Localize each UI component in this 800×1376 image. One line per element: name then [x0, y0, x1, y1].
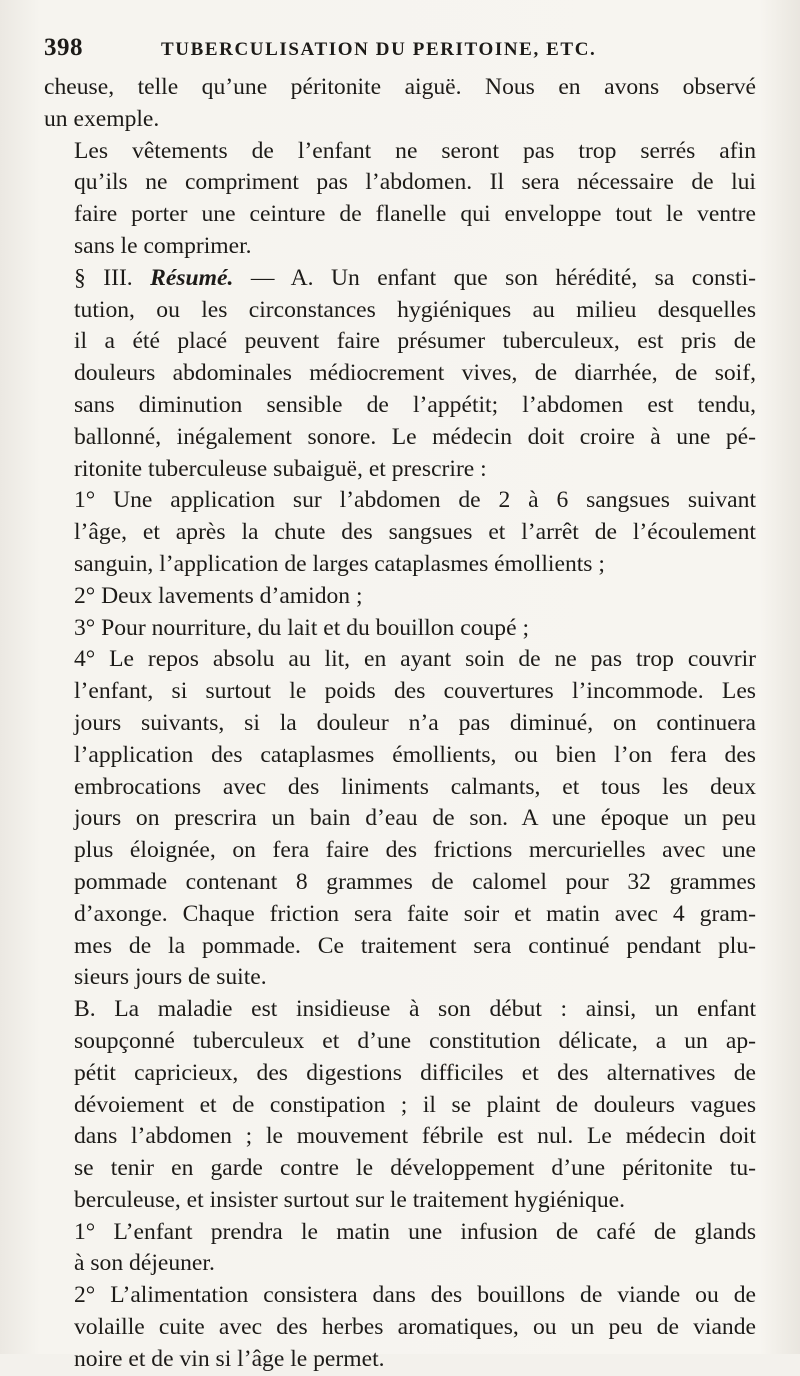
paragraph — [44, 136, 756, 263]
text-line: 1° L’enfant prendra le matin une infusion de café de glands — [74, 1218, 756, 1245]
text-line: 2° Deux lavements d’amidon ; — [74, 582, 363, 609]
text-line: mes de la pommade. Ce traitement sera continué pendant plu- — [74, 932, 756, 959]
text-line: plus éloignée, on fera faire des frictions mercurielles avec une — [74, 837, 756, 864]
text-line: ritonite tuberculeuse subaiguë, et prescrire : — [74, 455, 487, 482]
paragraph — [44, 1280, 756, 1375]
text-line: embrocations avec des liniments calmants, et tous les deux — [74, 773, 756, 800]
text-line: noire et de vin si l’âge le permet. — [74, 1345, 385, 1372]
paragraph — [44, 613, 756, 645]
text-line: dévoiement et de constipation ; il se plaint de douleurs vagues — [74, 1091, 756, 1118]
text-line: à son déjeuner. — [74, 1250, 215, 1277]
text-line: ballonné, inégalement sonore. Le médecin doit croire à une pé- — [74, 423, 756, 450]
text-line: d’axonge. Chaque friction sera faite soir et matin avec 4 gram- — [74, 900, 756, 927]
page-body — [44, 72, 756, 1376]
text-line: pommade contenant 8 grammes de calomel pour 32 grammes — [74, 868, 756, 895]
text-line: B. La maladie est insidieuse à son début : ainsi, un enfant — [74, 996, 756, 1023]
text-line: se tenir en garde contre le développement d’une péritonite tu- — [74, 1155, 756, 1182]
paragraph — [44, 581, 756, 613]
text-line: volaille cuite avec des herbes aromatiques, ou un peu de viande — [74, 1314, 756, 1341]
paragraph — [44, 72, 756, 136]
paragraph — [44, 1217, 756, 1281]
text-line: sans le comprimer. — [74, 232, 252, 259]
text-line: qu’ils ne compriment pas l’abdomen. Il sera nécessaire de lui — [74, 169, 756, 196]
text-line: l’application des cataplasmes émollients, ou bien l’on fera des — [74, 741, 756, 768]
text-line: soupçonné tuberculeux et d’une constitution délicate, a un ap- — [74, 1027, 756, 1054]
paragraph — [44, 994, 756, 1217]
running-head: TUBERCULISATION DU PERITOINE, ETC. — [161, 39, 597, 60]
text-line: cheuse, telle qu’une péritonite aiguë. Nous en avons observé — [44, 74, 756, 100]
text-line: l’âge, et après la chute des sangsues et l’arrêt de l’écoulement — [74, 519, 756, 546]
page-header — [44, 34, 744, 68]
text-line: faire porter une ceinture de flanelle qui enveloppe tout le ventre — [74, 201, 756, 228]
text-line: 3° Pour nourriture, du lait et du bouillon coupé ; — [74, 614, 530, 641]
text-line: pétit capricieux, des digestions difficiles et des alternatives de — [74, 1059, 756, 1086]
text-line: douleurs abdominales médiocrement vives, de diarrhée, de soif, — [74, 360, 756, 387]
text-line: Les vêtements de l’enfant ne seront pas trop serrés afin — [74, 137, 756, 164]
text-line: 4° Le repos absolu au lit, en ayant soin de ne pas trop couvrir — [74, 646, 756, 673]
paragraph — [44, 263, 756, 486]
page-number: 398 — [44, 34, 83, 61]
text-line: 2° L’alimentation consistera dans des bouillons de viande ou de — [74, 1282, 756, 1309]
text-line: un exemple. — [44, 105, 160, 132]
text-line: sieurs jours de suite. — [74, 964, 267, 991]
text-line: berculeuse, et insister surtout sur le traitement hygiénique. — [74, 1186, 626, 1213]
text-line: sanguin, l’application de larges cataplasmes émollients ; — [74, 550, 605, 577]
text-line: il a été placé peuvent faire présumer tuberculeux, est pris de — [74, 328, 756, 355]
text-line: l’enfant, si surtout le poids des couvertures l’incommode. Les — [74, 678, 756, 705]
text-line: jours suivants, si la douleur n’a pas diminué, on continuera — [74, 709, 756, 736]
text-line: dans l’abdomen ; le mouvement fébrile est nul. Le médecin doit — [74, 1123, 756, 1150]
paragraph — [44, 485, 756, 580]
text-line: 1° Une application sur l’abdomen de 2 à 6 sangsues suivant — [74, 487, 756, 514]
paragraph — [44, 644, 756, 994]
text-line: tution, ou les circonstances hygiéniques au milieu desquelles — [74, 296, 756, 323]
text-line: § III. Résumé. — A. Un enfant que son hérédité, sa consti- — [74, 264, 756, 291]
text-line: jours on prescrira un bain d’eau de son. A une époque un peu — [74, 805, 756, 832]
text-line: sans diminution sensible de l’appétit; l’abdomen est tendu, — [74, 391, 756, 418]
